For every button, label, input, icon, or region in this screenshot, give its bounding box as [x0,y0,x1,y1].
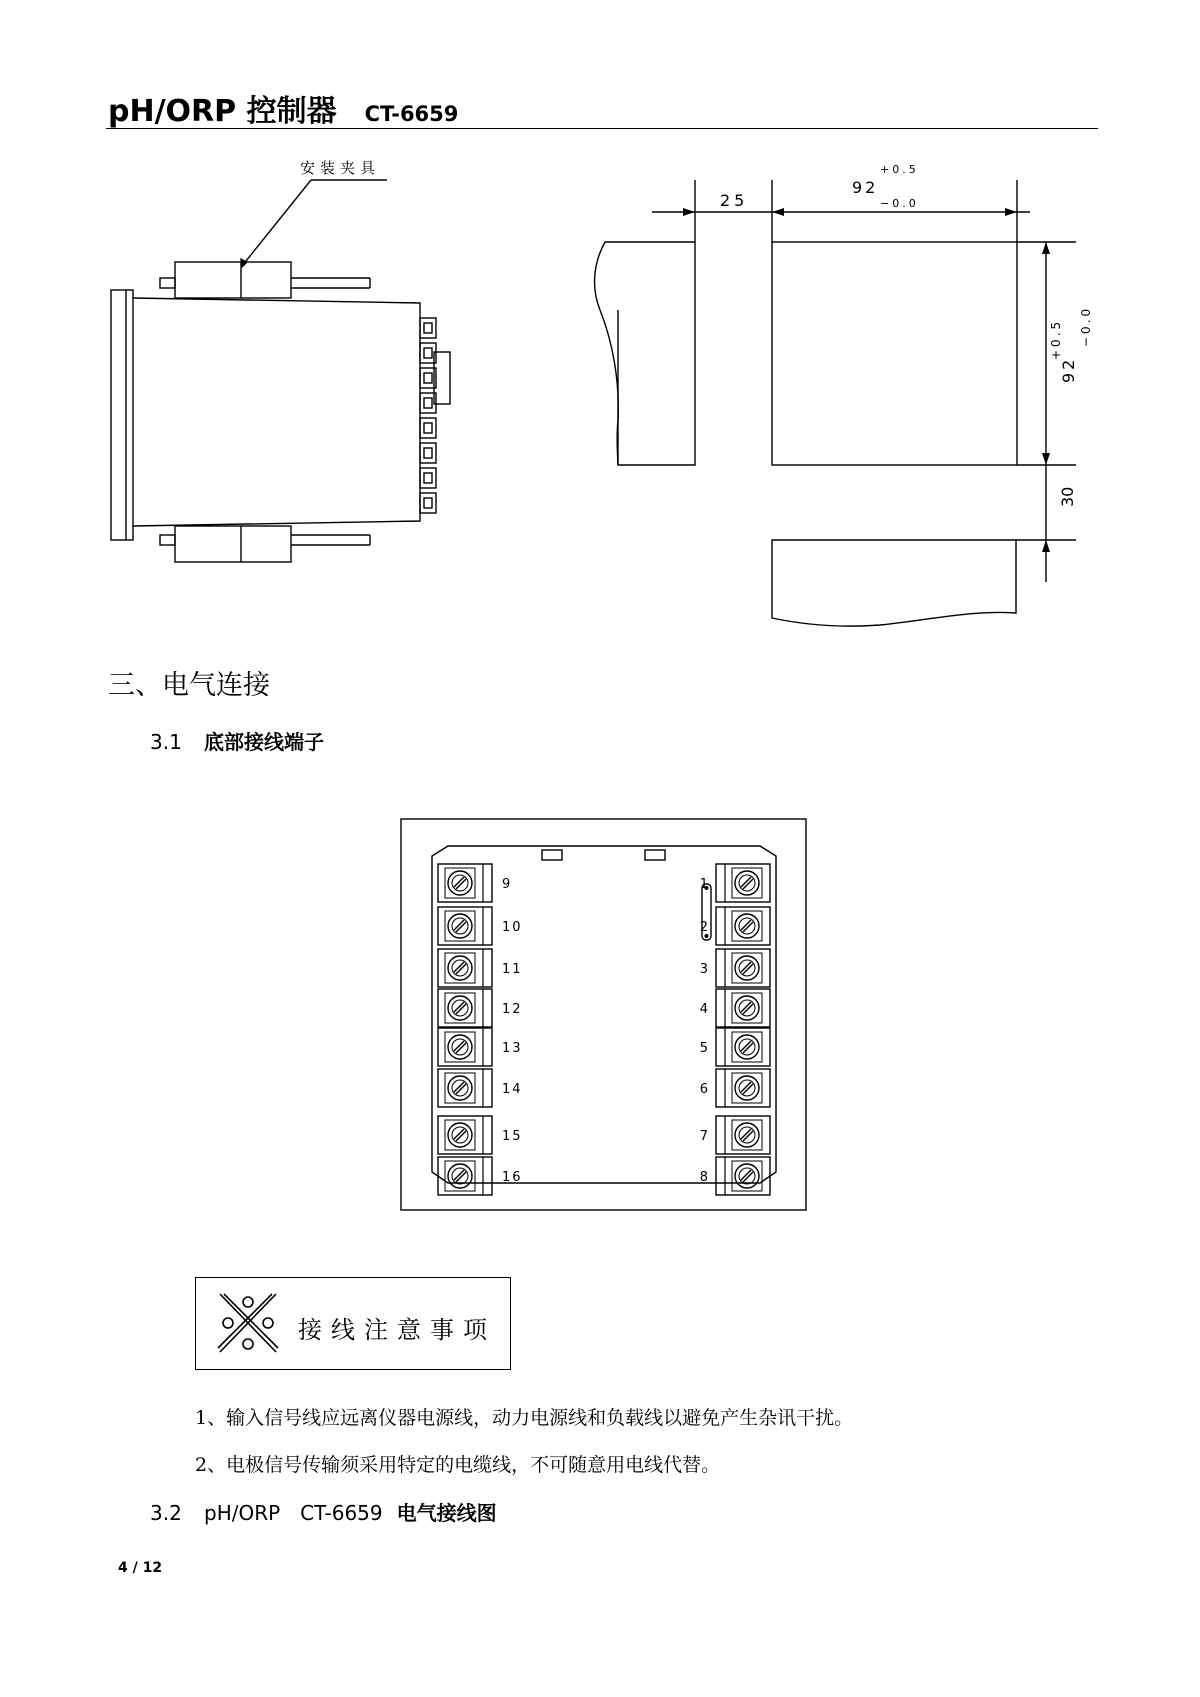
terminal-diagram-frame [401,819,806,1210]
rear-terminal [420,468,436,488]
bottom-clamp [175,526,291,562]
terminal-4 [716,989,770,1027]
height-tol-minus: −0.0 [1079,305,1093,347]
note-item-1: 1、输入信号线应远离仪器电源线，动力电源线和负载线以避免产生杂讯干扰。 [195,1407,854,1429]
terminal-number-8: 8 [699,1170,710,1185]
terminal-number-9: 9 [502,877,513,892]
document-title: pH/ORP 控制器 [108,94,337,129]
terminal-number-2: 2 [699,920,710,935]
terminal-3 [716,949,770,987]
gap-bottom-dim: 30 [1058,486,1077,507]
rear-terminal [420,318,436,338]
terminal-number-12: 12 [502,1002,523,1017]
terminal-14 [438,1069,492,1107]
housing-body [133,298,420,526]
width-dim: 92 [852,178,879,197]
terminal-number-16: 16 [502,1170,523,1185]
side-view-drawing [0,0,600,600]
cutout-outline [772,242,1017,465]
terminal-number-3: 3 [699,962,710,977]
left-terminals [438,864,523,1195]
subsection-3-2 [150,1497,497,1526]
terminal-number-14: 14 [502,1082,523,1097]
terminal-13 [438,1028,492,1066]
terminal-number-6: 6 [699,1082,710,1097]
terminal-2 [716,907,770,945]
terminal-number-5: 5 [699,1041,710,1056]
terminal-number-13: 13 [502,1041,523,1056]
terminal-1 [716,864,770,902]
terminal-number-4: 4 [699,1002,710,1017]
terminal-5 [716,1028,770,1066]
width-tol-minus: −0.0 [880,197,919,210]
terminal-7 [716,1116,770,1154]
terminal-number-11: 11 [502,962,523,977]
terminal-12 [438,989,492,1027]
terminal-diagram [400,818,810,1214]
terminal-9 [438,864,492,902]
rear-terminals [420,318,436,513]
section-heading: 三、电气连接 [108,670,270,701]
subsection-3-1 [150,726,324,755]
terminal-16 [438,1157,492,1195]
front-bezel [111,290,133,540]
model-number: CT-6659 [364,102,459,126]
note-item-2: 2、电极信号传输须采用特定的电缆线，不可随意用电线代替。 [195,1454,721,1476]
terminal-10 [438,907,492,945]
subsection-number: 3.2 [150,1501,182,1525]
subsection-title: 底部接线端子 [204,730,324,754]
subsection-number: 3.1 [150,730,182,754]
terminal-number-10: 10 [502,920,523,935]
terminal-number-1: 1 [699,877,710,892]
top-clamp [175,262,291,298]
height-tol-plus: +0.5 [1049,318,1063,360]
terminal-8 [716,1157,770,1195]
terminal-6 [716,1069,770,1107]
terminal-number-15: 15 [502,1129,523,1144]
rear-terminal [420,418,436,438]
height-dim: 92 [1059,356,1078,383]
rear-terminal [420,493,436,513]
panel-cutout-drawing [590,150,1100,640]
terminal-11 [438,949,492,987]
subsection-title: 电气接线图 [396,1501,497,1525]
rear-terminal [420,443,436,463]
width-tol-plus: +0.5 [880,163,919,176]
clamp-label: 安装夹具 [300,159,381,177]
notice-icon [216,1290,280,1356]
subsection-model: pH/ORP CT-6659 [204,1501,383,1525]
right-terminals [700,864,770,1195]
terminal-number-7: 7 [699,1129,710,1144]
notice-title: 接线注意事项 [298,1316,496,1344]
terminal-15 [438,1116,492,1154]
gap-top-dim: 25 [720,191,749,210]
page-number: 4 / 12 [118,1560,163,1576]
